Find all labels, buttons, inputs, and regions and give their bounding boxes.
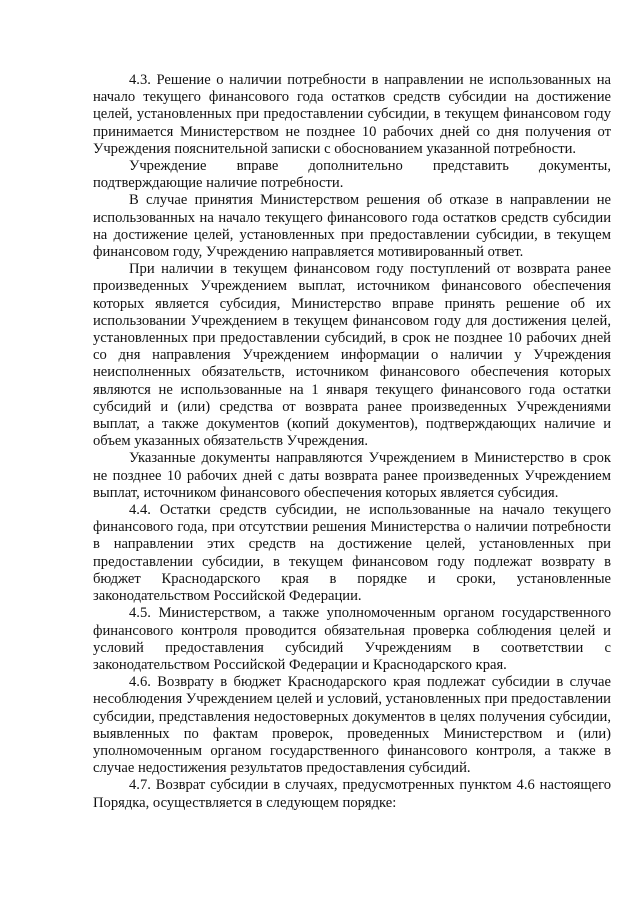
paragraph-documents-deadline: Указанные документы направляются Учреждением в Министерство в срок не позднее 10 рабочих дней с даты возврата ранее произведенных Учреждением выплат, источником финансового обеспечения которых является субсидия.	[93, 450, 611, 501]
paragraph-4-3: 4.3. Решение о наличии потребности в направлении не использованных на начало текущего финансового года остатков средств субсидии на достижение целей, установленных при предоставлении субсидии, в текущем финансовом году принимается Министерством не позднее 10 рабочих дней со дня получения от Учреждения пояснительной записки с обоснованием указанной потребности.	[93, 72, 611, 157]
paragraph-refunds-use: При наличии в текущем финансовом году поступлений от возврата ранее произведенных Учреждением выплат, источником финансового обеспечения которых является субсидия, Министерство вправе принять решение об их использовании Учреждением в текущем финансовом году для достижения целей, установленных при предоставлении субсидий, в срок не позднее 10 рабочих дней со дня направления Учреждением информации о наличии у Учреждения неисполненных обязательств, источником финансового обеспечения которых являются не использованные на 1 января текущего финансового года остатки субсидий и (или) средства от возврата ранее произведенных Учреждениями выплат, а также документов (копий документов), подтверждающих наличие и объем указанных обязательств Учреждения.	[93, 261, 611, 450]
paragraph-4-6: 4.6. Возврату в бюджет Краснодарского края подлежат субсидии в случае несоблюдения Учреждением целей и условий, установленных при предоставлении субсидии, представления недостоверных документов в целях получения субсидии, выявленных по фактам проверок, проведенных Министерством и (или) уполномоченным органом государственного финансового контроля, а также в случае недостижения результатов предоставления субсидий.	[93, 674, 611, 777]
document-body	[93, 72, 611, 812]
paragraph-4-7: 4.7. Возврат субсидии в случаях, предусмотренных пунктом 4.6 настоящего Порядка, осуществляется в следующем порядке:	[93, 777, 611, 811]
paragraph-4-5: 4.5. Министерством, а также уполномоченным органом государственного финансового контроля проводится обязательная проверка соблюдения целей и условий предоставления субсидий Учреждениям в соответствии с законодательством Российской Федерации и Краснодарского края.	[93, 605, 611, 673]
paragraph-refusal: В случае принятия Министерством решения об отказе в направлении не использованных на начало текущего финансового года остатков средств субсидии на достижение целей, установленных при предоставлении субсидии, в текущем финансовом году, Учреждению направляется мотивированный ответ.	[93, 192, 611, 261]
paragraph-documents-right: Учреждение вправе дополнительно представить документы, подтверждающие наличие потребности.	[93, 158, 611, 192]
paragraph-4-4: 4.4. Остатки средств субсидии, не использованные на начало текущего финансового года, при отсутствии решения Министерства о наличии потребности в направлении этих средств на достижение целей, установленных при предоставлении субсидии, в текущем финансовом году подлежат возврату в бюджет Краснодарского края в порядке и сроки, установленные законодательством Российской Федерации.	[93, 502, 611, 605]
